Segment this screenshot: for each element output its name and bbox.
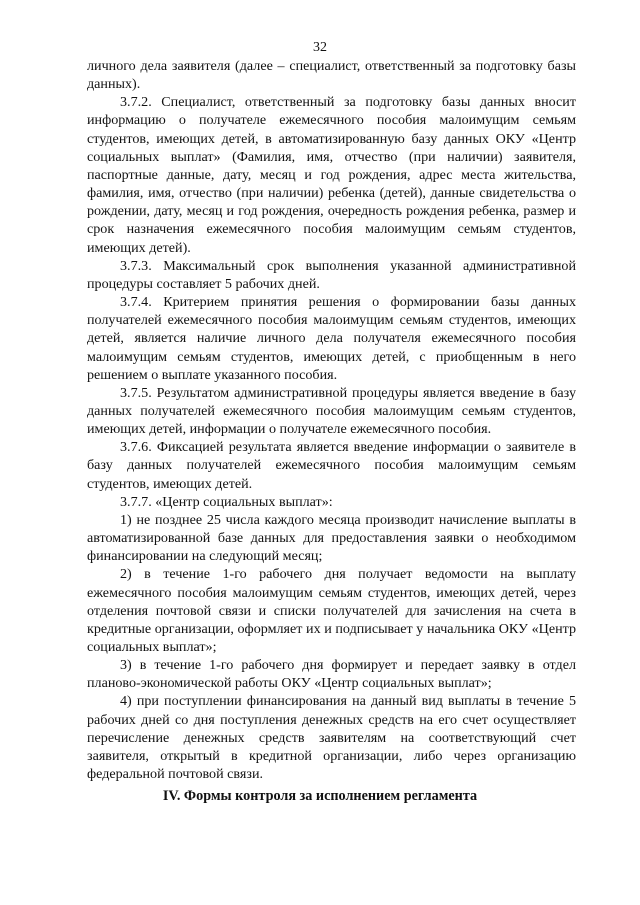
document-body: [87, 57, 576, 783]
paragraph: 3.7.4. Критерием принятия решения о формировании базы данных получателей ежемесячного пособия малоимущим семьям студентов, имеющих детей, является наличие личного дела получателя ежемесячного пособия малоимущим семьям студентов, имеющих детей, с приобщенным в него решением о выплате указанного пособия.: [87, 294, 576, 383]
paragraph: 3) в течение 1-го рабочего дня формирует и передает заявку в отдел планово-экономической работы ОКУ «Центр социальных выплат»;: [87, 657, 576, 692]
paragraph: 3.7.3. Максимальный срок выполнения указанной административной процедуры составляет 5 рабочих дней.: [87, 257, 576, 292]
paragraph: 3.7.2. Специалист, ответственный за подготовку базы данных вносит информацию о получателе ежемесячного пособия малоимущим семьям студентов, имеющих детей, в автоматизированную базу данных ОКУ «Центр социальных выплат» (Фамилия, имя, отчество (при наличии) заявителя, паспортные данные, дату, месяц и год рождения, адрес места жительства, фамилия, имя, отчество (при наличии) ребенка (детей), данные свидетельства о рождении, дату, месяц и год рождения, очередность рождения ребенка, размер и срок назначения ежемесячного пособия малоимущим семьям студентов, имеющих детей).: [87, 94, 576, 256]
paragraph: 4) при поступлении финансирования на данный вид выплаты в течение 5 рабочих дней со дня поступления денежных средств на его счет осуществляет перечисление денежных средств заявителям на соответствующий счет заявителя, открытый в кредитной организации, либо через организацию федеральной почтовой связи.: [87, 693, 576, 783]
paragraph: 2) в течение 1-го рабочего дня получает ведомости на выплату ежемесячного пособия малоимущим семьям студентов, имеющих детей, через отделения почтовой связи и списки получателей для зачисления на счета в кредитные организации, оформляет их и подписывает у начальника ОКУ «Центр социальных выплат»;: [87, 566, 576, 655]
paragraph: 3.7.6. Фиксацией результата является введение информации о заявителе в базу данных получателей ежемесячного пособия малоимущим семьям студентов, имеющих детей.: [87, 439, 576, 492]
paragraph: 3.7.5. Результатом административной процедуры является введение в базу данных получателей ежемесячного пособия малоимущим семьям студентов, имеющих детей, информации о получателе ежемесячного пособия.: [87, 384, 576, 438]
paragraph: 3.7.7. «Центр социальных выплат»:: [120, 493, 333, 510]
section-heading: IV. Формы контроля за исполнением регламента: [162, 788, 478, 804]
paragraph: личного дела заявителя (далее – специалист, ответственный за подготовку базы данных).: [87, 58, 576, 93]
page-number: 32: [313, 40, 327, 55]
paragraph: 1) не позднее 25 числа каждого месяца производит начисление выплаты в автоматизированной базе данных для предоставления заявки о необходимом финансировании на следующий месяц;: [87, 511, 576, 565]
